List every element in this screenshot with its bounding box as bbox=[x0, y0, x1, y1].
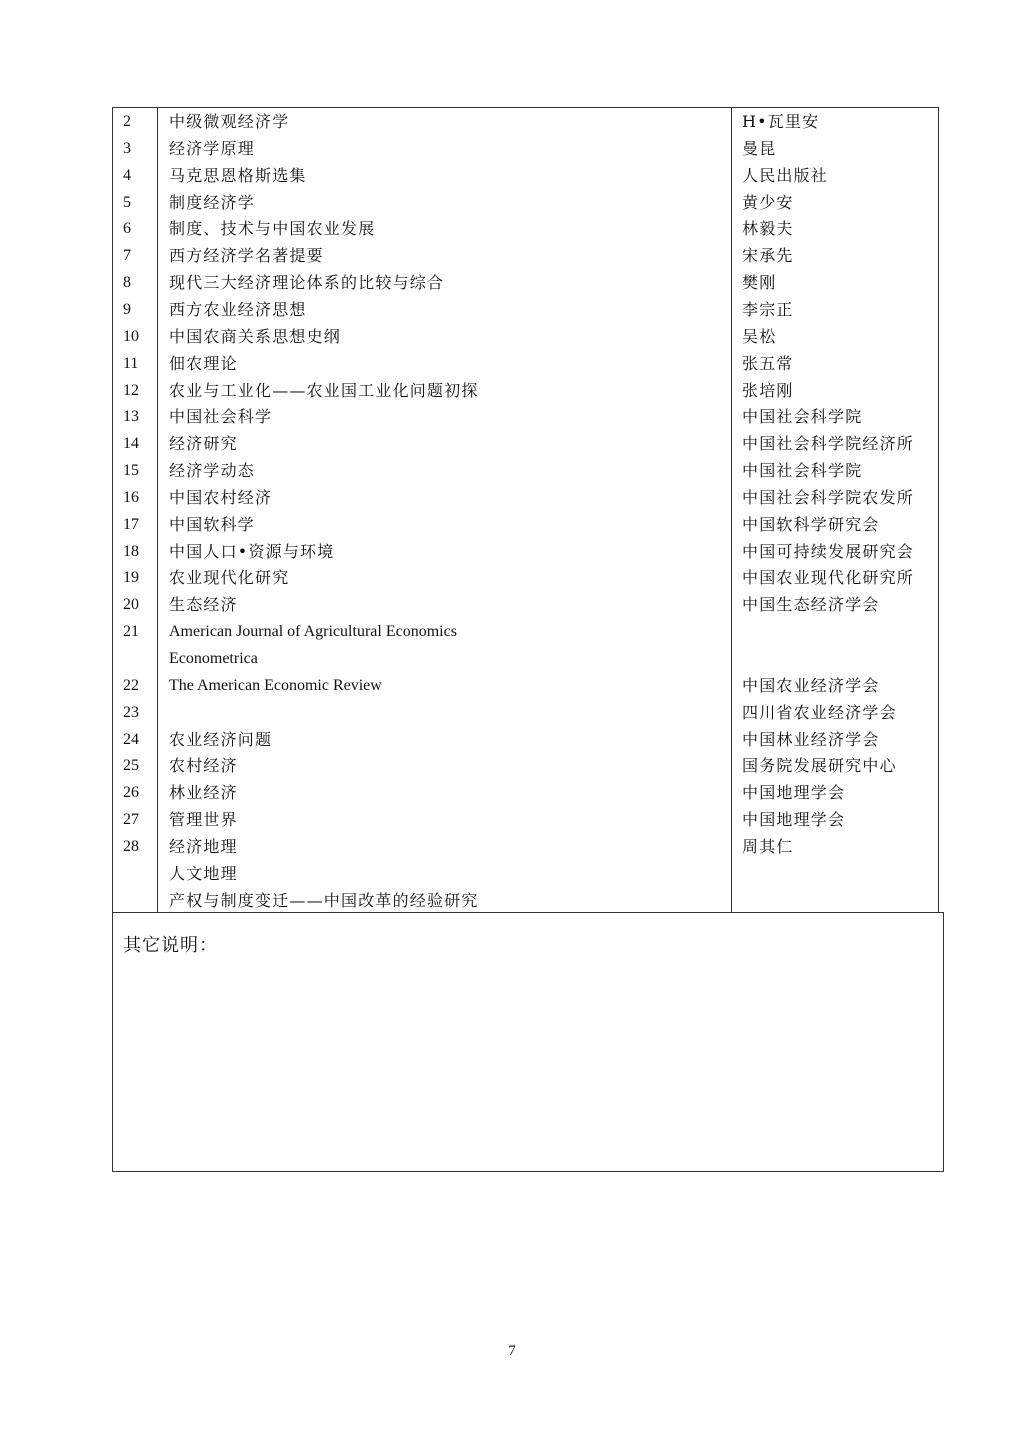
row-number: 12 bbox=[123, 381, 139, 399]
row-number: 25 bbox=[123, 757, 139, 775]
row-number: 16 bbox=[123, 488, 139, 506]
table-row bbox=[113, 511, 938, 538]
reference-author-publisher: 中国农业现代化研究所 bbox=[742, 568, 915, 588]
reference-title: 农村经济 bbox=[169, 756, 238, 776]
table-row bbox=[113, 162, 938, 189]
table-row bbox=[113, 833, 938, 860]
reference-author-publisher: 张五常 bbox=[742, 353, 794, 373]
reference-title: The American Economic Review bbox=[169, 676, 382, 694]
reference-title: 制度、技术与中国农业发展 bbox=[169, 219, 376, 239]
table-row bbox=[113, 296, 938, 323]
reference-title: 农业经济问题 bbox=[169, 729, 273, 749]
reference-author-publisher: 中国地理学会 bbox=[742, 810, 846, 830]
table-row bbox=[113, 108, 938, 135]
row-number: 11 bbox=[123, 354, 139, 372]
other-notes-box bbox=[112, 912, 944, 1172]
table-row bbox=[113, 350, 938, 377]
row-number: 15 bbox=[123, 462, 139, 480]
reference-title: 中国农商关系思想史纲 bbox=[169, 326, 342, 346]
row-number: 6 bbox=[123, 220, 131, 238]
reference-title: 中国社会科学 bbox=[169, 407, 273, 427]
other-notes-label: 其它说明： bbox=[123, 935, 218, 956]
table-row bbox=[113, 403, 938, 430]
reference-author-publisher: 国务院发展研究中心 bbox=[742, 756, 897, 776]
reference-author-publisher: 林毅夫 bbox=[742, 219, 794, 239]
reference-author-publisher: H•瓦里安 bbox=[742, 112, 820, 131]
reference-author-publisher: 黄少安 bbox=[742, 192, 794, 212]
reference-title: American Journal of Agricultural Economics bbox=[169, 623, 457, 641]
reference-title: 农业与工业化——农业国工业化问题初探 bbox=[169, 380, 479, 400]
table-row bbox=[113, 860, 938, 887]
reference-author-publisher: 中国农业经济学会 bbox=[742, 675, 880, 695]
reference-author-publisher: 中国社会科学院农发所 bbox=[742, 487, 915, 507]
reference-author-publisher: 中国生态经济学会 bbox=[742, 595, 880, 615]
table-row bbox=[113, 564, 938, 591]
reference-author-publisher: 中国林业经济学会 bbox=[742, 729, 880, 749]
row-number: 5 bbox=[123, 193, 131, 211]
reference-author-publisher: 人民出版社 bbox=[742, 165, 829, 185]
table-row bbox=[113, 269, 938, 296]
reference-author-publisher: 宋承先 bbox=[742, 246, 794, 266]
table-row bbox=[113, 887, 938, 914]
table-row bbox=[113, 699, 938, 726]
reference-title: 经济学原理 bbox=[169, 138, 256, 158]
reference-title: 马克思恩格斯选集 bbox=[169, 165, 307, 185]
reference-title: 管理世界 bbox=[169, 810, 238, 830]
table-row bbox=[113, 430, 938, 457]
reference-title: 产权与制度变迁——中国改革的经验研究 bbox=[169, 890, 479, 910]
reference-author-publisher: 樊刚 bbox=[742, 273, 777, 293]
reference-author-publisher: 中国社会科学院经济所 bbox=[742, 434, 915, 454]
row-number: 18 bbox=[123, 542, 139, 560]
row-number: 21 bbox=[123, 623, 139, 641]
table-row bbox=[113, 752, 938, 779]
row-number: 19 bbox=[123, 569, 139, 587]
reference-title: 制度经济学 bbox=[169, 192, 256, 212]
row-number: 2 bbox=[123, 113, 131, 130]
table-row bbox=[113, 135, 938, 162]
reference-title: 中国农村经济 bbox=[169, 487, 273, 507]
reference-title: 农业现代化研究 bbox=[169, 568, 290, 588]
row-number: 4 bbox=[123, 166, 131, 184]
reference-title: 现代三大经济理论体系的比较与综合 bbox=[169, 273, 445, 293]
reference-author-publisher: 中国软科学研究会 bbox=[742, 514, 880, 534]
reference-title: 经济学动态 bbox=[169, 461, 256, 481]
table-row bbox=[113, 215, 938, 242]
table-row bbox=[113, 323, 938, 350]
table-row bbox=[113, 806, 938, 833]
reference-author-publisher: 中国社会科学院 bbox=[742, 461, 863, 481]
row-number: 9 bbox=[123, 300, 131, 318]
table-row bbox=[113, 189, 938, 216]
reference-title: 生态经济 bbox=[169, 595, 238, 615]
row-number: 13 bbox=[123, 408, 139, 426]
row-number: 10 bbox=[123, 327, 139, 345]
table-row bbox=[113, 726, 938, 753]
row-number: 20 bbox=[123, 596, 139, 614]
row-number: 28 bbox=[123, 837, 139, 855]
row-number: 24 bbox=[123, 730, 139, 748]
reference-title: 佃农理论 bbox=[169, 353, 238, 373]
reference-author-publisher: 吴松 bbox=[742, 326, 777, 346]
reference-title: Econometrica bbox=[169, 650, 258, 667]
table-row bbox=[113, 538, 938, 565]
table-row bbox=[113, 672, 938, 699]
reference-title: 经济研究 bbox=[169, 434, 238, 454]
reference-list-table bbox=[112, 107, 939, 913]
reference-author-publisher: 中国地理学会 bbox=[742, 783, 846, 803]
table-row bbox=[113, 645, 938, 672]
reference-title: 中国软科学 bbox=[169, 514, 256, 534]
reference-author-publisher: 李宗正 bbox=[742, 299, 794, 319]
reference-title: 林业经济 bbox=[169, 783, 238, 803]
table-row bbox=[113, 779, 938, 806]
reference-author-publisher: 中国社会科学院 bbox=[742, 407, 863, 427]
reference-author-publisher: 张培刚 bbox=[742, 380, 794, 400]
row-number: 26 bbox=[123, 784, 139, 802]
table-row bbox=[113, 618, 938, 645]
reference-title: 西方农业经济思想 bbox=[169, 299, 307, 319]
row-number: 27 bbox=[123, 811, 139, 829]
row-number: 3 bbox=[123, 139, 131, 157]
row-number: 17 bbox=[123, 515, 139, 533]
reference-title: 中级微观经济学 bbox=[169, 112, 290, 131]
table-row bbox=[113, 377, 938, 404]
reference-author-publisher: 中国可持续发展研究会 bbox=[742, 541, 915, 561]
reference-author-publisher: 曼昆 bbox=[742, 138, 777, 158]
table-row bbox=[113, 242, 938, 269]
reference-title: 经济地理 bbox=[169, 836, 238, 856]
row-number: 22 bbox=[123, 676, 139, 694]
row-number: 7 bbox=[123, 247, 131, 265]
table-row bbox=[113, 457, 938, 484]
row-number: 8 bbox=[123, 274, 131, 292]
row-number: 23 bbox=[123, 703, 139, 721]
row-number: 14 bbox=[123, 435, 139, 453]
page-number: 7 bbox=[508, 1343, 516, 1359]
reference-title: 人文地理 bbox=[169, 863, 238, 883]
reference-author-publisher: 四川省农业经济学会 bbox=[742, 702, 897, 722]
reference-title: 中国人口•资源与环境 bbox=[169, 541, 335, 561]
table-row bbox=[113, 591, 938, 618]
reference-title: 西方经济学名著提要 bbox=[169, 246, 324, 266]
reference-author-publisher: 周其仁 bbox=[742, 836, 794, 856]
table-row bbox=[113, 484, 938, 511]
